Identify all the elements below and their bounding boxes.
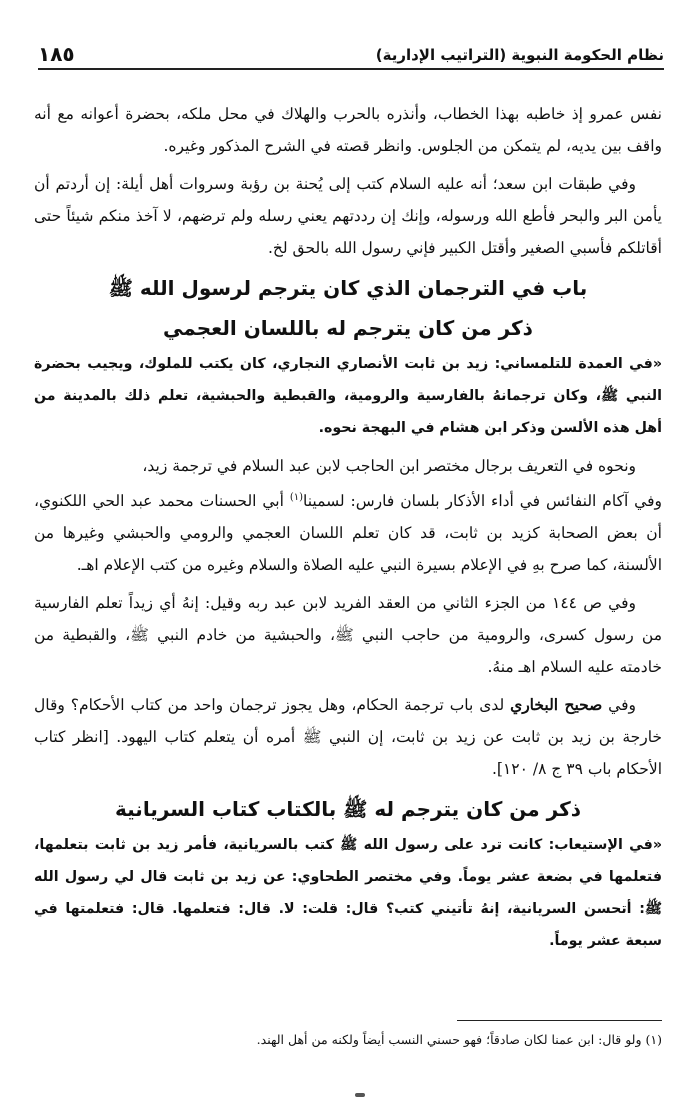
header-title: نظام الحكومة النبوية (التراتيب الإدارية) bbox=[375, 46, 664, 64]
page-edge-mark bbox=[355, 1093, 365, 1097]
running-header bbox=[38, 34, 664, 70]
quote-istiab-text: في الإستيعاب: كانت ترد على رسول الله ﷺ كتب بالسريانية، فأمر زيد بن ثابت بتعلمها، فتعلمها في بضعة عشر يوماً. وفي مختصر الطحاوي: عن زيد بن ثابت قال لي رسول الله ﷺ: أتحسن السريانية، إنهُ تأتيني كتب؟ قال: قلت: لا. قال: فتعلمها. قال: فتعلمتها في سبعة عشر يوماً. bbox=[34, 837, 662, 950]
page-body bbox=[34, 98, 662, 957]
subheading-syriac: ذكر من كان يترجم له ﷺ بالكتاب كتاب السريانية bbox=[115, 797, 581, 822]
paragraph-4-start: وفي آكام النفائس في أداء الأذكار بلسان فارس: لسمينا bbox=[303, 492, 662, 511]
paragraph-6-end: لدى باب ترجمة الحكام، وهل يجوز ترجمان واحد من كتاب الأحكام؟ وقال خارجة بن زيد بن ثابت عن زيد بن ثابت، إن النبي ﷺ أمره أن يتعلم كتاب اليهود. [انظر كتاب الأحكام باب ٣٩ ج ٨/ ١٢٠]. bbox=[34, 696, 662, 779]
footnote: (١) ولو قال: ابن عمنا لكان صادقاً؛ فهو حسني النسب أيضاً ولكنه من أهل الهند. bbox=[256, 1032, 662, 1047]
quote-mark: « bbox=[652, 837, 662, 854]
quote-umda-text: في العمدة للتلمساني: زيد بن ثابت الأنصاري النجاري، كان يكتب للملوك، ويجيب بحضرة النبي ﷺ، وكان ترجمانهُ بالفارسية والرومية، والقبطية والحبشية، تعلم ذلك بالمدينة من أهل هذه الألسن وذكر ابن هشام في البهجة نحوه. bbox=[34, 356, 662, 436]
paragraph-3: ونحوه في التعريف برجال مختصر ابن الحاجب لابن عبد السلام في ترجمة زيد، bbox=[142, 457, 636, 475]
section-heading-translator: باب في الترجمان الذي كان يترجم لرسول الله ﷺ bbox=[108, 276, 588, 300]
paragraph-5: وفي ص ١٤٤ من الجزء الثاني من العقد الفريد لابن عبد ربه وقيل: إنهُ أي زيداً تعلم الفارسية من رسول كسرى، والرومية من حاجب النبي ﷺ، والحبشية من خادم النبي ﷺ، والقبطية من خادمته عليه السلام اهـ منهُ. bbox=[34, 594, 662, 677]
footnote-ref[interactable]: (١) bbox=[289, 492, 304, 503]
paragraph-4-end: أبي الحسنات محمد عبد الحي اللكنوي، أن بعض الصحابة كزيد بن ثابت، قد كان تعلم اللسان العجمي والرومي والحبشي وغيرها من الألسنة، كما صرح بهِ في الإعلام بسيرة النبي عليه الصلاة والسلام وغيره من كتب الإعلام اهـ. bbox=[34, 492, 662, 575]
paragraph-6-start: وفي bbox=[602, 696, 636, 715]
quote-mark: « bbox=[652, 356, 662, 372]
subheading-persian: ذكر من كان يترجم له باللسان العجمي bbox=[163, 316, 533, 340]
footnote-divider bbox=[457, 1020, 662, 1021]
quote-umda bbox=[34, 348, 662, 444]
paragraph-4 bbox=[34, 482, 662, 581]
page-number: ١٨٥ bbox=[38, 42, 75, 66]
bukhari-title: صحيح البخاري bbox=[510, 695, 603, 715]
paragraph-1: نفس عمرو إذ خاطبه بهذا الخطاب، وأنذره بالحرب والهلاك في محل ملكه، بحضرة أعوانه مع أنه واقف بين يديه، لم يتمكن من الجلوس. وانظر قصته في الشرح المذكور وغيره. bbox=[34, 105, 662, 155]
paragraph-6 bbox=[34, 689, 662, 785]
paragraph-2: وفي طبقات ابن سعد؛ أنه عليه السلام كتب إلى يُحنة بن رؤبة وسروات أهل أيلة: إن أردتم أن يأمن البر والبحر فأطع الله ورسوله، وإنك إن رددتهم يعني رسله ولم ترضهم، لا آخذ منكم شيئاً حتى أقاتلكم فأسبي الصغير وأقتل الكبير فإني رسول الله بالحق لخ. bbox=[34, 175, 662, 257]
quote-istiab bbox=[34, 829, 662, 957]
